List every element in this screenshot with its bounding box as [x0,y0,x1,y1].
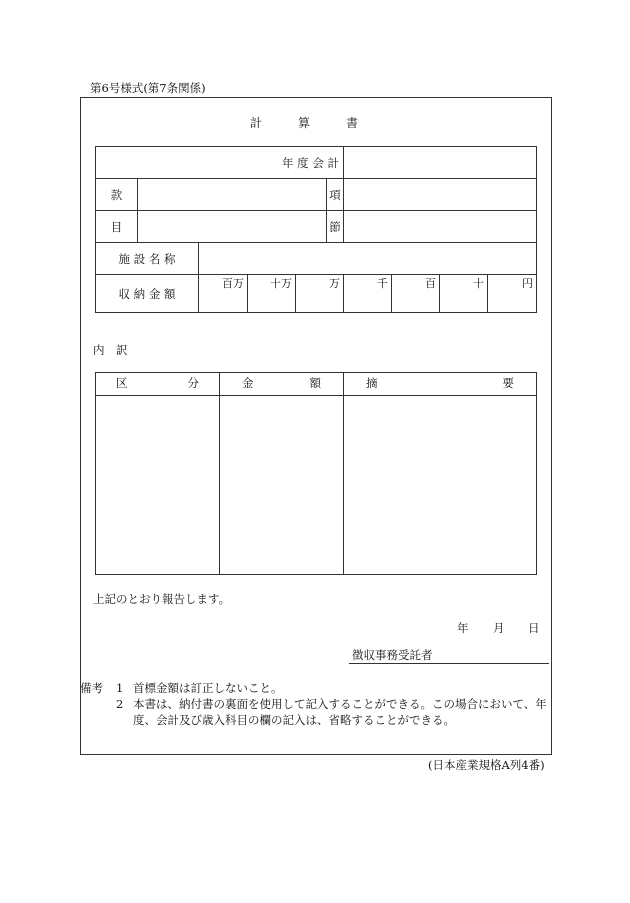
unit-label: 十万 [270,277,292,290]
kan-label: 款 [96,179,138,211]
setsu-label: 節 [327,211,344,243]
unit-label: 円 [522,277,533,290]
paper-size-footer: (日本産業規格A列4番) [428,758,545,772]
fiscal-year-label: 年 度 会 計 [96,147,344,179]
fiscal-year-field[interactable] [344,147,537,179]
digit-cell[interactable] [344,275,392,313]
kou-label: 項 [327,179,344,211]
note-text: 首標金額は訂正しないこと。 [133,681,283,695]
facility-name-field[interactable] [199,243,537,275]
kou-field[interactable] [344,179,537,211]
digit-cell[interactable] [440,275,488,313]
breakdown-table [95,372,537,575]
digit-cell[interactable] [248,275,296,313]
note-number: 1 [116,681,124,695]
date-day: 日 [528,621,540,635]
note-number: 2 [116,697,124,711]
unit-label: 万 [329,277,340,290]
remarks-field[interactable] [344,396,537,575]
setsu-field[interactable] [344,211,537,243]
account-table [95,146,537,313]
category-header: 区 分 [96,373,220,396]
page-title: 計 算 書 [250,116,359,130]
digit-cell[interactable] [199,275,248,313]
agent-signature-line[interactable] [349,663,549,664]
kan-field[interactable] [138,179,327,211]
digit-cell[interactable] [392,275,440,313]
date-month: 月 [493,621,505,635]
moku-field[interactable] [138,211,327,243]
amount-header: 金 額 [220,373,344,396]
breakdown-label: 内 訳 [93,343,128,357]
form-number: 第6号様式(第7条関係) [90,81,206,95]
digit-cell[interactable] [488,275,537,313]
note-continuation: 度、会計及び歳入科目の欄の記入は、省略することができる。 [133,713,455,727]
unit-label: 百 [425,277,436,290]
unit-label: 千 [377,277,388,290]
amount-label: 収 納 金 額 [96,275,199,313]
agent-label: 徴収事務受託者 [352,648,433,662]
amount-field[interactable] [220,396,344,575]
digit-cell[interactable] [296,275,344,313]
unit-label: 十 [473,277,484,290]
category-field[interactable] [96,396,220,575]
report-text: 上記のとおり報告します。 [93,592,231,606]
note-text: 本書は、納付書の裏面を使用して記入することができる。この場合において、年 [133,697,547,711]
remarks-header: 摘 要 [344,373,537,396]
date-year: 年 [457,621,469,635]
facility-name-label: 施 設 名 称 [96,243,199,275]
unit-label: 百万 [222,277,244,290]
notes-label: 備考 [80,681,103,695]
moku-label: 目 [96,211,138,243]
